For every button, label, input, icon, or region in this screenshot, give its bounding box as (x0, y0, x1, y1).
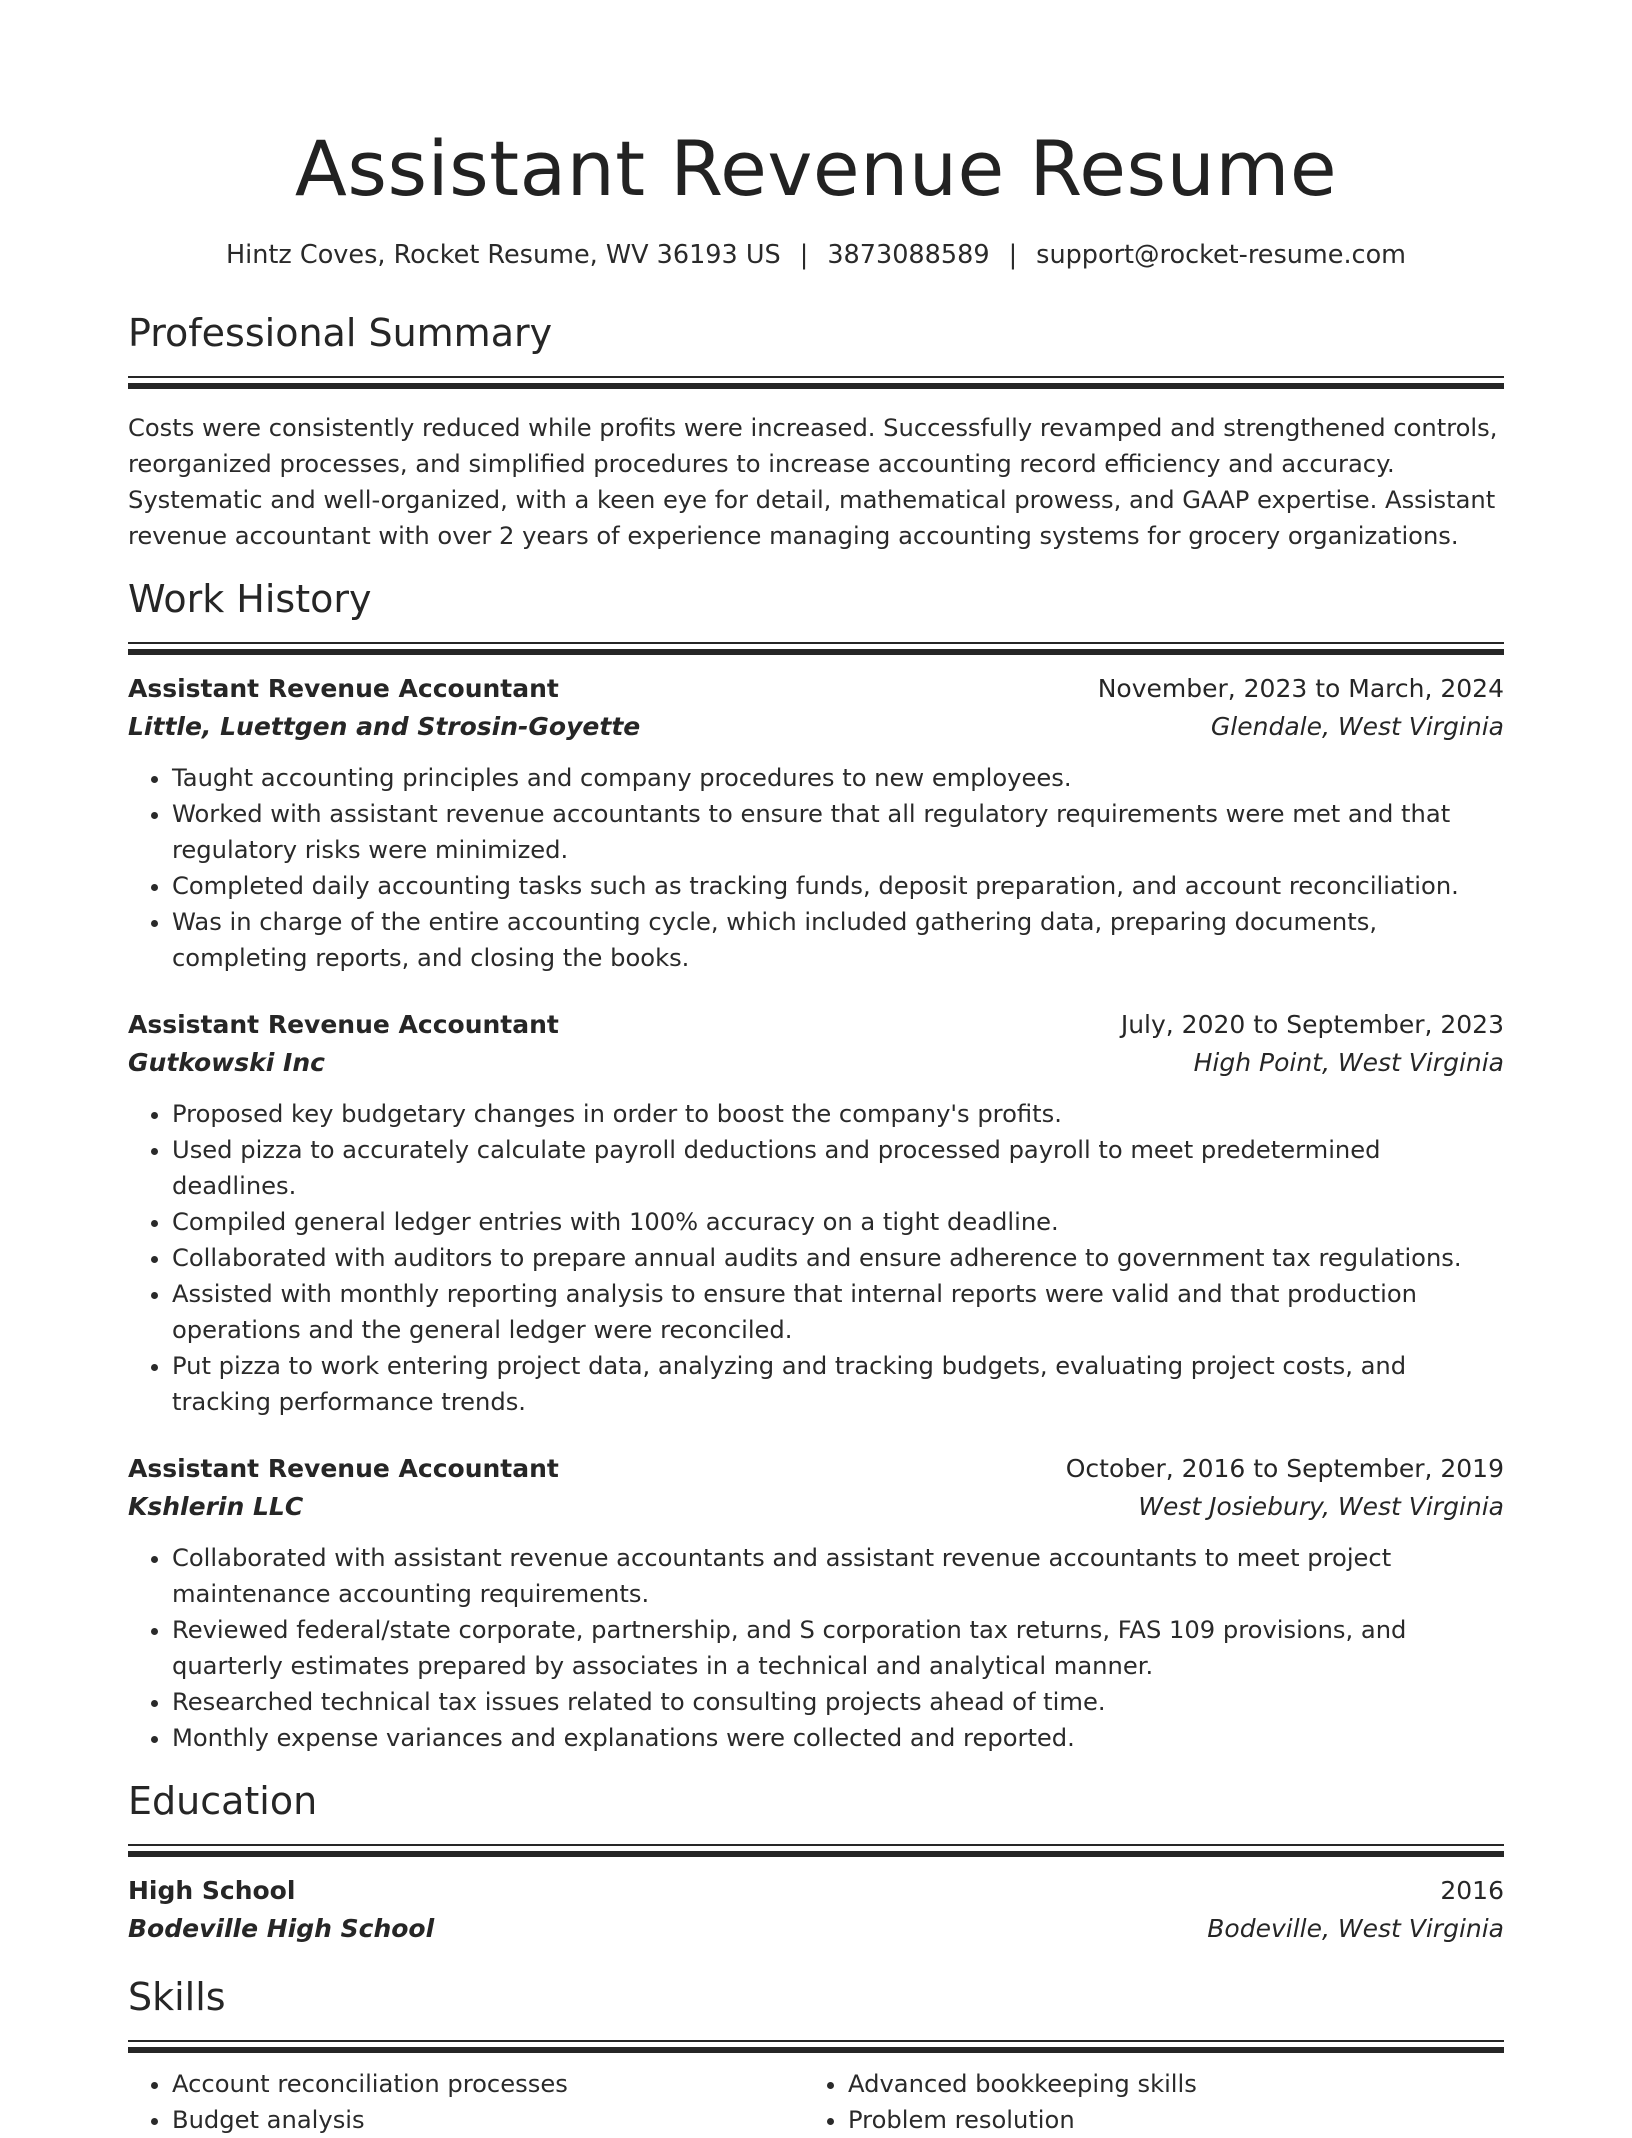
list-item: • Account reconciliation processes (172, 2066, 804, 2102)
list-item: • Completed daily accounting tasks such as tracking funds, deposit preparation, and account reconciliation. (172, 868, 1504, 904)
work-history-section (128, 574, 1504, 1756)
education-entry (128, 1872, 1504, 1948)
section-divider (128, 1844, 1504, 1856)
job-company-row (128, 708, 1504, 746)
summary-text: Costs were consistently reduced while profits were increased. Successfully revamped and strengthened controls, reorganized processes, and simplified procedures to increase accounting record efficiency and accuracy. Systematic and well-organized, with a keen eye for detail, mathematical prowess, and GAAP expertise. Assistant revenue accountant with over 2 years of experience managing accounting systems for grocery organizations. (128, 414, 1498, 550)
summary-heading: Professional Summary (128, 311, 553, 355)
list-item: • Taught accounting principles and company procedures to new employees. (172, 760, 1504, 796)
job-dates: November, 2023 to March, 2024 (1097, 674, 1504, 703)
education-section (128, 1776, 1504, 1948)
education-year: 2016 (1440, 1876, 1504, 1905)
job-location: High Point, West Virginia (1193, 1048, 1504, 1077)
job-location: West Josiebury, West Virginia (1138, 1492, 1504, 1521)
list-item: • Collaborated with assistant revenue accountants and assistant revenue accountants to meet project maintenance accounting requirements. (172, 1540, 1504, 1612)
education-header-row (128, 1872, 1504, 1910)
resume-title: Assistant Revenue Resume (294, 124, 1338, 213)
contact-line (128, 238, 1504, 272)
job-bullets (128, 760, 1504, 976)
education-location: Bodeville, West Virginia (1207, 1914, 1504, 1943)
list-item: • Compiled general ledger entries with 100% accuracy on a tight deadline. (172, 1204, 1504, 1240)
list-item: • Was in charge of the entire accounting cycle, which included gathering data, preparing documents, completing reports, and closing the books. (172, 904, 1504, 976)
education-degree: High School (128, 1876, 296, 1905)
work-history-heading: Work History (128, 577, 372, 621)
list-item: • Collaborated with auditors to prepare annual audits and ensure adherence to government tax regulations. (172, 1240, 1504, 1276)
education-school: Bodeville High School (128, 1914, 435, 1943)
summary-section (128, 308, 1504, 554)
list-item: • Used pizza to accurately calculate payroll deductions and processed payroll to meet predetermined deadlines. (172, 1132, 1504, 1204)
resume-page (128, 0, 1504, 2138)
skills-list-left (128, 2066, 804, 2138)
job-entry (128, 670, 1504, 976)
skills-grid (128, 2066, 1504, 2138)
contact-phone: 3873088589 (827, 240, 990, 270)
job-dates: October, 2016 to September, 2019 (1065, 1454, 1504, 1483)
contact-email[interactable]: support@rocket-resume.com (1036, 240, 1407, 270)
list-item: • Problem resolution (848, 2102, 1480, 2138)
list-item: • Put pizza to work entering project data, analyzing and tracking budgets, evaluating project costs, and tracking performance trends. (172, 1348, 1504, 1420)
job-entry (128, 1450, 1504, 1756)
job-entry (128, 1006, 1504, 1420)
education-heading: Education (128, 1779, 318, 1823)
skills-list-right (804, 2066, 1480, 2138)
section-divider (128, 376, 1504, 388)
list-item: • Worked with assistant revenue accountants to ensure that all regulatory requirements were met and that regulatory risks were minimized. (172, 796, 1504, 868)
job-company: Kshlerin LLC (128, 1492, 304, 1521)
job-header-row (128, 670, 1504, 708)
job-position: Assistant Revenue Accountant (128, 1010, 559, 1039)
list-item: • Assisted with monthly reporting analysis to ensure that internal reports were valid and that production operations and the general ledger were reconciled. (172, 1276, 1504, 1348)
contact-separator: | (799, 240, 809, 270)
list-item: • Budget analysis (172, 2102, 804, 2138)
list-item: • Proposed key budgetary changes in order to boost the company's profits. (172, 1096, 1504, 1132)
list-item: • Monthly expense variances and explanations were collected and reported. (172, 1720, 1504, 1756)
section-divider (128, 642, 1504, 654)
skills-section (128, 1972, 1504, 2138)
job-company: Little, Luettgen and Strosin-Goyette (128, 712, 641, 741)
job-company-row (128, 1488, 1504, 1526)
job-location: Glendale, West Virginia (1210, 712, 1504, 741)
contact-address: Hintz Coves, Rocket Resume, WV 36193 US (225, 240, 781, 270)
job-header-row (128, 1006, 1504, 1044)
job-company-row (128, 1044, 1504, 1082)
job-position: Assistant Revenue Accountant (128, 674, 559, 703)
skills-heading: Skills (128, 1975, 226, 2019)
contact-separator: | (1008, 240, 1018, 270)
list-item: • Reviewed federal/state corporate, partnership, and S corporation tax returns, FAS 109 provisions, and quarterly estimates prepared by associates in a technical and analytical manner. (172, 1612, 1504, 1684)
education-school-row (128, 1910, 1504, 1948)
job-company: Gutkowski Inc (128, 1048, 325, 1077)
job-bullets (128, 1096, 1504, 1420)
job-dates: July, 2020 to September, 2023 (1120, 1010, 1504, 1039)
job-bullets (128, 1540, 1504, 1756)
list-item: • Researched technical tax issues related to consulting projects ahead of time. (172, 1684, 1504, 1720)
job-header-row (128, 1450, 1504, 1488)
list-item: • Advanced bookkeeping skills (848, 2066, 1480, 2102)
job-position: Assistant Revenue Accountant (128, 1454, 559, 1483)
section-divider (128, 2040, 1504, 2052)
